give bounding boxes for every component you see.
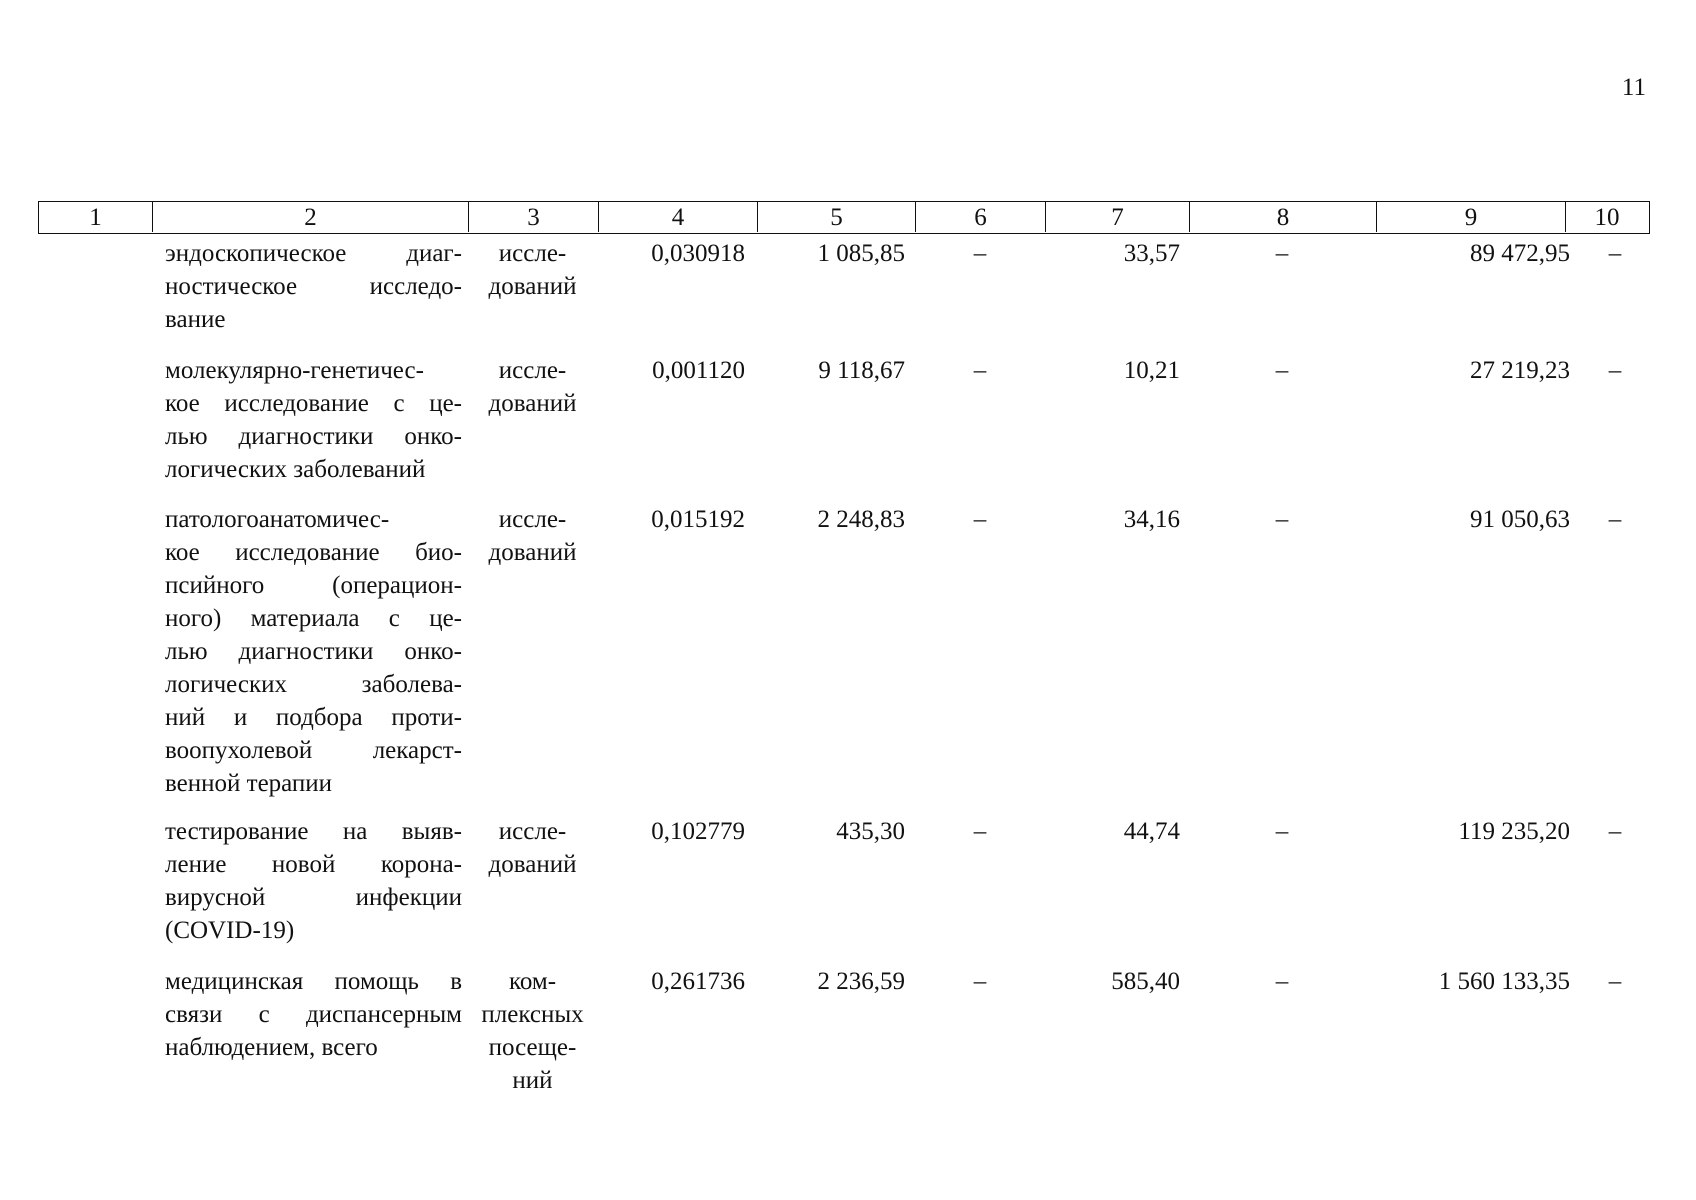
cell-col-10: – — [1608, 240, 1622, 267]
cell-col-9: 91 050,63 — [1470, 506, 1570, 533]
cell-col-6: – — [973, 506, 987, 533]
cell-col-10: – — [1608, 818, 1622, 845]
service-name-line: эндоскопическое диаг- — [165, 240, 462, 267]
service-name-line: вание — [165, 306, 226, 333]
unit-line: иссле- — [498, 240, 567, 267]
cell-col-5: 9 118,67 — [818, 357, 905, 384]
header-col-3: 3 — [468, 202, 598, 232]
cell-col-4: 0,261736 — [651, 968, 745, 995]
page-number: 11 — [1621, 74, 1646, 101]
cell-col-9: 1 560 133,35 — [1438, 968, 1570, 995]
service-name-line: наблюдением, всего — [165, 1034, 378, 1061]
cell-col-6: – — [973, 240, 987, 267]
header-col-10: 10 — [1565, 202, 1648, 232]
service-name — [165, 354, 462, 486]
cell-col-5: 2 236,59 — [817, 968, 905, 995]
service-name-line: лью диагностики онко- — [165, 638, 462, 665]
unit-line: иссле- — [498, 357, 567, 384]
unit-of-measure — [470, 503, 595, 569]
cell-col-7: 585,40 — [1111, 968, 1180, 995]
unit-line: дований — [488, 539, 577, 566]
cell-col-7: 34,16 — [1123, 506, 1180, 533]
cell-col-6: – — [973, 968, 987, 995]
unit-line: иссле- — [498, 506, 567, 533]
cell-col-4: 0,102779 — [651, 818, 745, 845]
service-name-line: тестирование на выяв- — [165, 818, 462, 845]
header-col-8: 8 — [1189, 202, 1376, 232]
service-name-line: (COVID-19) — [165, 917, 295, 944]
cell-col-6: – — [973, 818, 987, 845]
cell-col-8: – — [1275, 506, 1289, 533]
table-header-row — [38, 201, 1650, 234]
header-col-2: 2 — [152, 202, 468, 232]
unit-line: дований — [488, 851, 577, 878]
unit-of-measure — [470, 237, 595, 303]
service-name-line: псийного (операцион- — [165, 572, 462, 599]
service-name-line: ление новой корона- — [165, 851, 462, 878]
service-name-line: кое исследование био- — [165, 539, 462, 566]
cell-col-7: 44,74 — [1123, 818, 1180, 845]
unit-line: ний — [512, 1067, 553, 1094]
cell-col-4: 0,001120 — [652, 357, 745, 384]
cell-col-5: 2 248,83 — [817, 506, 905, 533]
unit-line: плексных — [481, 1001, 584, 1028]
service-name-line: логических заболева- — [165, 671, 462, 698]
cell-col-7: 10,21 — [1123, 357, 1180, 384]
service-name-line: воопухолевой лекарст- — [165, 737, 462, 764]
cell-col-9: 89 472,95 — [1470, 240, 1570, 267]
service-name-line: кое исследование с це- — [165, 390, 462, 417]
header-col-7: 7 — [1045, 202, 1189, 232]
unit-line: посеще- — [488, 1034, 577, 1061]
cell-col-9: 27 219,23 — [1470, 357, 1570, 384]
service-name-line: ного) материала с це- — [165, 605, 462, 632]
service-name-line: вирусной инфекции — [165, 884, 462, 911]
header-col-4: 4 — [598, 202, 757, 232]
cell-col-8: – — [1275, 357, 1289, 384]
cell-col-8: – — [1275, 818, 1289, 845]
cell-col-10: – — [1608, 357, 1622, 384]
cell-col-8: – — [1275, 968, 1289, 995]
service-name-line: молекулярно-генетичес- — [165, 357, 424, 384]
cell-col-4: 0,015192 — [651, 506, 745, 533]
cell-col-9: 119 235,20 — [1458, 818, 1570, 845]
service-name-line: лью диагностики онко- — [165, 423, 462, 450]
header-col-1: 1 — [89, 204, 102, 231]
unit-of-measure — [470, 965, 595, 1097]
service-name-line: логических заболеваний — [165, 456, 426, 483]
service-name-line: связи с диспансерным — [165, 1001, 462, 1028]
service-name-line: медицинская помощь в — [165, 968, 462, 995]
cell-col-6: – — [973, 357, 987, 384]
cell-col-7: 33,57 — [1123, 240, 1180, 267]
service-name — [165, 237, 462, 336]
unit-line: ком- — [508, 968, 557, 995]
cell-col-10: – — [1608, 968, 1622, 995]
service-name-line: ностическое исследо- — [165, 273, 462, 300]
unit-line: дований — [488, 390, 577, 417]
service-name — [165, 815, 462, 947]
service-name-line: венной терапии — [165, 770, 333, 797]
header-col-9: 9 — [1376, 202, 1565, 232]
cell-col-4: 0,030918 — [651, 240, 745, 267]
cell-col-5: 1 085,85 — [817, 240, 905, 267]
service-name — [165, 503, 462, 800]
unit-line: иссле- — [498, 818, 567, 845]
service-name-line: патологоанатомичес- — [165, 506, 390, 533]
service-name-line: ний и подбора проти- — [165, 704, 462, 731]
service-name — [165, 965, 462, 1064]
cell-col-5: 435,30 — [836, 818, 905, 845]
unit-of-measure — [470, 815, 595, 881]
header-col-5: 5 — [757, 202, 915, 232]
header-col-6: 6 — [915, 202, 1045, 232]
unit-line: дований — [488, 273, 577, 300]
unit-of-measure — [470, 354, 595, 420]
cell-col-10: – — [1608, 506, 1622, 533]
cell-col-8: – — [1275, 240, 1289, 267]
